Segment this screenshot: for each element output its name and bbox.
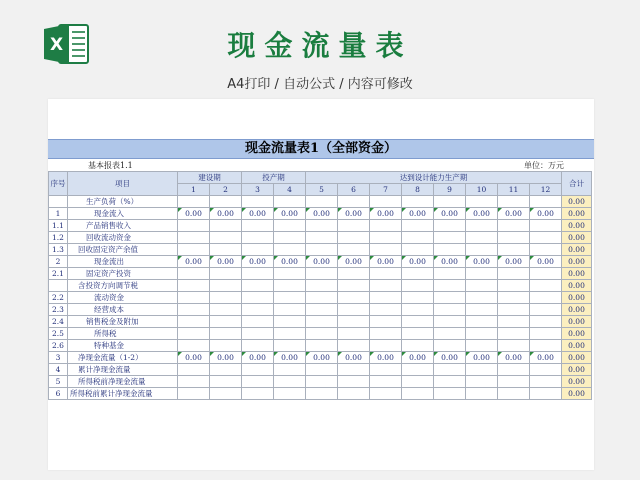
empty-cell[interactable] (306, 280, 338, 292)
empty-cell[interactable] (530, 304, 562, 316)
value-cell[interactable]: 0.00 (402, 208, 434, 220)
value-cell[interactable]: 0.00 (306, 256, 338, 268)
empty-cell[interactable] (306, 328, 338, 340)
col-header-period[interactable]: 1 (178, 184, 210, 196)
value-cell[interactable]: 0.00 (242, 352, 274, 364)
col-header-period[interactable]: 12 (530, 184, 562, 196)
empty-cell[interactable] (466, 196, 498, 208)
empty-cell[interactable] (370, 232, 402, 244)
empty-cell[interactable] (210, 388, 242, 400)
empty-cell[interactable] (530, 376, 562, 388)
table-row (49, 244, 592, 256)
empty-cell[interactable] (178, 244, 210, 256)
empty-cell[interactable] (370, 316, 402, 328)
empty-cell[interactable] (370, 220, 402, 232)
empty-cell[interactable] (434, 328, 466, 340)
empty-cell[interactable] (242, 340, 274, 352)
empty-cell[interactable] (466, 328, 498, 340)
empty-cell[interactable] (242, 280, 274, 292)
total-cell[interactable]: 0.00 (562, 208, 592, 220)
empty-cell[interactable] (498, 244, 530, 256)
empty-cell[interactable] (210, 364, 242, 376)
empty-cell[interactable] (306, 376, 338, 388)
unit-label: 单位：万元 (524, 161, 564, 170)
total-cell[interactable]: 0.00 (562, 220, 592, 232)
empty-cell[interactable] (178, 316, 210, 328)
empty-cell[interactable] (434, 244, 466, 256)
empty-cell[interactable] (306, 232, 338, 244)
empty-cell[interactable] (498, 376, 530, 388)
col-header-period[interactable]: 4 (274, 184, 306, 196)
empty-cell[interactable] (370, 328, 402, 340)
col-header-period[interactable]: 3 (242, 184, 274, 196)
value-cell[interactable]: 0.00 (306, 352, 338, 364)
empty-cell[interactable] (274, 196, 306, 208)
empty-cell[interactable] (274, 304, 306, 316)
svg-text:X: X (49, 35, 64, 55)
value-cell[interactable]: 0.00 (466, 352, 498, 364)
row-seq-cell[interactable]: 2.3 (49, 304, 68, 316)
table-row (49, 256, 592, 268)
row-seq-cell[interactable]: 6 (49, 388, 68, 400)
row-item-cell[interactable]: 经营成本 (68, 304, 178, 316)
empty-cell[interactable] (306, 364, 338, 376)
empty-cell[interactable] (498, 268, 530, 280)
empty-cell[interactable] (178, 328, 210, 340)
empty-cell[interactable] (498, 388, 530, 400)
empty-cell[interactable] (210, 196, 242, 208)
row-item-cell[interactable]: 回收固定资产余值 (68, 244, 178, 256)
empty-cell[interactable] (274, 316, 306, 328)
empty-cell[interactable] (210, 268, 242, 280)
empty-cell[interactable] (178, 196, 210, 208)
col-header-period[interactable]: 5 (306, 184, 338, 196)
col-header-invest-period[interactable]: 投产期 (242, 172, 306, 184)
page-subtitle: A4打印 / 自动公式 / 内容可修改 (227, 77, 413, 92)
empty-cell[interactable] (210, 220, 242, 232)
empty-cell[interactable] (210, 244, 242, 256)
row-seq-cell[interactable]: 5 (49, 376, 68, 388)
value-cell[interactable]: 0.00 (178, 256, 210, 268)
empty-cell[interactable] (274, 232, 306, 244)
table-row (49, 304, 592, 316)
value-cell[interactable]: 0.00 (274, 256, 306, 268)
total-cell[interactable]: 0.00 (562, 196, 592, 208)
empty-cell[interactable] (338, 220, 370, 232)
total-cell[interactable]: 0.00 (562, 244, 592, 256)
total-cell[interactable]: 0.00 (562, 352, 592, 364)
value-cell[interactable]: 0.00 (370, 352, 402, 364)
empty-cell[interactable] (178, 304, 210, 316)
empty-cell[interactable] (242, 304, 274, 316)
value-cell[interactable]: 0.00 (498, 352, 530, 364)
empty-cell[interactable] (178, 280, 210, 292)
empty-cell[interactable] (242, 376, 274, 388)
table-row (49, 316, 592, 328)
row-item-cell[interactable]: 特种基金 (68, 340, 178, 352)
col-header-period[interactable]: 6 (338, 184, 370, 196)
empty-cell[interactable] (370, 244, 402, 256)
value-cell[interactable]: 0.00 (530, 352, 562, 364)
empty-cell[interactable] (466, 292, 498, 304)
total-cell[interactable]: 0.00 (562, 256, 592, 268)
value-cell[interactable]: 0.00 (402, 256, 434, 268)
empty-cell[interactable] (370, 292, 402, 304)
empty-cell[interactable] (306, 244, 338, 256)
empty-cell[interactable] (434, 316, 466, 328)
row-item-cell[interactable]: 含投资方向调节税 (68, 280, 178, 292)
total-cell[interactable]: 0.00 (562, 328, 592, 340)
table-row (49, 292, 592, 304)
total-cell[interactable]: 0.00 (562, 280, 592, 292)
table-row (49, 220, 592, 232)
empty-cell[interactable] (434, 232, 466, 244)
empty-cell[interactable] (466, 244, 498, 256)
empty-cell[interactable] (306, 304, 338, 316)
total-cell[interactable]: 0.00 (562, 304, 592, 316)
empty-cell[interactable] (338, 376, 370, 388)
empty-cell[interactable] (402, 220, 434, 232)
value-cell[interactable]: 0.00 (210, 352, 242, 364)
empty-cell[interactable] (498, 340, 530, 352)
empty-cell[interactable] (210, 376, 242, 388)
value-cell[interactable]: 0.00 (370, 208, 402, 220)
value-cell[interactable]: 0.00 (210, 256, 242, 268)
empty-cell[interactable] (466, 304, 498, 316)
empty-cell[interactable] (498, 292, 530, 304)
row-item-cell[interactable]: 回收流动资金 (68, 232, 178, 244)
col-header-period[interactable]: 9 (434, 184, 466, 196)
value-cell[interactable]: 0.00 (210, 208, 242, 220)
empty-cell[interactable] (274, 388, 306, 400)
empty-cell[interactable] (402, 376, 434, 388)
row-item-cell[interactable]: 现金流入 (68, 208, 178, 220)
col-header-period[interactable]: 7 (370, 184, 402, 196)
table-row (49, 328, 592, 340)
empty-cell[interactable] (530, 340, 562, 352)
empty-cell[interactable] (498, 232, 530, 244)
empty-cell[interactable] (466, 376, 498, 388)
table-row (49, 352, 592, 364)
empty-cell[interactable] (242, 328, 274, 340)
report-code-label: 基本报表1.1 (88, 161, 133, 170)
empty-cell[interactable] (242, 220, 274, 232)
empty-cell[interactable] (274, 364, 306, 376)
empty-cell[interactable] (402, 388, 434, 400)
value-cell[interactable]: 0.00 (274, 352, 306, 364)
row-item-cell[interactable]: 所得税 (68, 328, 178, 340)
col-header-period[interactable]: 8 (402, 184, 434, 196)
total-cell[interactable]: 0.00 (562, 376, 592, 388)
empty-cell[interactable] (530, 220, 562, 232)
empty-cell[interactable] (498, 280, 530, 292)
empty-cell[interactable] (338, 280, 370, 292)
value-cell[interactable]: 0.00 (466, 208, 498, 220)
empty-cell[interactable] (274, 244, 306, 256)
row-seq-cell[interactable]: 4 (49, 364, 68, 376)
empty-cell[interactable] (242, 316, 274, 328)
empty-cell[interactable] (338, 292, 370, 304)
value-cell[interactable]: 0.00 (434, 256, 466, 268)
empty-cell[interactable] (466, 280, 498, 292)
col-header-seq[interactable]: 序号 (49, 172, 68, 196)
row-item-cell[interactable]: 所得税前累计净现金流量 (68, 388, 178, 400)
empty-cell[interactable] (466, 388, 498, 400)
row-item-cell[interactable]: 固定资产投资 (68, 268, 178, 280)
empty-cell[interactable] (338, 244, 370, 256)
value-cell[interactable]: 0.00 (434, 208, 466, 220)
empty-cell[interactable] (402, 196, 434, 208)
col-header-total[interactable]: 合计 (562, 172, 592, 196)
empty-cell[interactable] (338, 388, 370, 400)
value-cell[interactable]: 0.00 (178, 208, 210, 220)
empty-cell[interactable] (530, 364, 562, 376)
total-cell[interactable]: 0.00 (562, 364, 592, 376)
col-header-build-period[interactable]: 建设期 (178, 172, 242, 184)
row-item-cell[interactable]: 所得税前净现金流量 (68, 376, 178, 388)
empty-cell[interactable] (530, 388, 562, 400)
table-row (49, 280, 592, 292)
empty-cell[interactable] (402, 316, 434, 328)
row-seq-cell[interactable]: 2.1 (49, 268, 68, 280)
row-seq-cell[interactable]: 3 (49, 352, 68, 364)
value-cell[interactable]: 0.00 (370, 256, 402, 268)
empty-cell[interactable] (498, 364, 530, 376)
empty-cell[interactable] (402, 292, 434, 304)
empty-cell[interactable] (434, 268, 466, 280)
empty-cell[interactable] (498, 196, 530, 208)
empty-cell[interactable] (178, 388, 210, 400)
empty-cell[interactable] (306, 268, 338, 280)
value-cell[interactable]: 0.00 (402, 352, 434, 364)
row-seq-cell[interactable]: 2.5 (49, 328, 68, 340)
page-title: 现金流量表 (227, 29, 413, 62)
empty-cell[interactable] (434, 292, 466, 304)
empty-cell[interactable] (530, 292, 562, 304)
empty-cell[interactable] (306, 220, 338, 232)
empty-cell[interactable] (530, 328, 562, 340)
table-row (49, 376, 592, 388)
total-cell[interactable]: 0.00 (562, 232, 592, 244)
empty-cell[interactable] (530, 268, 562, 280)
empty-cell[interactable] (242, 196, 274, 208)
empty-cell[interactable] (242, 268, 274, 280)
row-seq-cell[interactable]: 2.2 (49, 292, 68, 304)
value-cell[interactable]: 0.00 (498, 208, 530, 220)
col-header-item[interactable]: 项目 (68, 172, 178, 196)
empty-cell[interactable] (402, 280, 434, 292)
row-item-cell[interactable]: 现金流出 (68, 256, 178, 268)
empty-cell[interactable] (210, 316, 242, 328)
empty-cell[interactable] (498, 316, 530, 328)
empty-cell[interactable] (402, 268, 434, 280)
value-cell[interactable]: 0.00 (338, 256, 370, 268)
empty-cell[interactable] (178, 220, 210, 232)
value-cell[interactable]: 0.00 (466, 256, 498, 268)
value-cell[interactable]: 0.00 (242, 256, 274, 268)
empty-cell[interactable] (306, 340, 338, 352)
empty-cell[interactable] (274, 376, 306, 388)
table-row (49, 388, 592, 400)
empty-cell[interactable] (338, 196, 370, 208)
empty-cell[interactable] (370, 340, 402, 352)
empty-cell[interactable] (242, 292, 274, 304)
empty-cell[interactable] (498, 304, 530, 316)
empty-cell[interactable] (274, 340, 306, 352)
empty-cell[interactable] (466, 364, 498, 376)
value-cell[interactable]: 0.00 (178, 352, 210, 364)
table-row (49, 232, 592, 244)
row-item-cell[interactable]: 生产负荷（%） (68, 196, 178, 208)
empty-cell[interactable] (242, 232, 274, 244)
row-seq-cell[interactable]: 2 (49, 256, 68, 268)
empty-cell[interactable] (434, 280, 466, 292)
value-cell[interactable]: 0.00 (338, 208, 370, 220)
value-cell[interactable]: 0.00 (530, 208, 562, 220)
empty-cell[interactable] (434, 388, 466, 400)
empty-cell[interactable] (274, 220, 306, 232)
row-item-cell[interactable]: 流动资金 (68, 292, 178, 304)
col-header-period[interactable]: 11 (498, 184, 530, 196)
empty-cell[interactable] (466, 316, 498, 328)
empty-cell[interactable] (338, 268, 370, 280)
empty-cell[interactable] (274, 292, 306, 304)
empty-cell[interactable] (402, 364, 434, 376)
empty-cell[interactable] (338, 232, 370, 244)
row-item-cell[interactable]: 净现金流量（1-2） (68, 352, 178, 364)
empty-cell[interactable] (466, 268, 498, 280)
empty-cell[interactable] (370, 388, 402, 400)
empty-cell[interactable] (530, 232, 562, 244)
empty-cell[interactable] (178, 292, 210, 304)
value-cell[interactable]: 0.00 (306, 208, 338, 220)
empty-cell[interactable] (338, 364, 370, 376)
col-header-period[interactable]: 10 (466, 184, 498, 196)
empty-cell[interactable] (338, 304, 370, 316)
empty-cell[interactable] (370, 280, 402, 292)
value-cell[interactable]: 0.00 (434, 352, 466, 364)
empty-cell[interactable] (498, 328, 530, 340)
row-item-cell[interactable]: 累计净现金流量 (68, 364, 178, 376)
empty-cell[interactable] (370, 304, 402, 316)
table-row (49, 208, 592, 220)
empty-cell[interactable] (242, 388, 274, 400)
empty-cell[interactable] (338, 316, 370, 328)
col-header-production-period[interactable]: 达到设计能力生产期 (306, 172, 562, 184)
empty-cell[interactable] (306, 388, 338, 400)
row-seq-cell[interactable]: 1 (49, 208, 68, 220)
empty-cell[interactable] (434, 196, 466, 208)
value-cell[interactable]: 0.00 (242, 208, 274, 220)
total-cell[interactable]: 0.00 (562, 268, 592, 280)
empty-cell[interactable] (370, 268, 402, 280)
empty-cell[interactable] (338, 340, 370, 352)
empty-cell[interactable] (402, 232, 434, 244)
empty-cell[interactable] (306, 292, 338, 304)
empty-cell[interactable] (242, 364, 274, 376)
empty-cell[interactable] (402, 328, 434, 340)
empty-cell[interactable] (530, 244, 562, 256)
value-cell[interactable]: 0.00 (338, 352, 370, 364)
row-seq-cell[interactable] (49, 196, 68, 208)
empty-cell[interactable] (530, 280, 562, 292)
empty-cell[interactable] (178, 364, 210, 376)
total-cell[interactable]: 0.00 (562, 388, 592, 400)
empty-cell[interactable] (274, 280, 306, 292)
empty-cell[interactable] (466, 340, 498, 352)
row-seq-cell[interactable]: 1.1 (49, 220, 68, 232)
empty-cell[interactable] (370, 376, 402, 388)
table-row (49, 196, 592, 208)
row-seq-cell[interactable]: 1.3 (49, 244, 68, 256)
row-seq-cell[interactable]: 1.2 (49, 232, 68, 244)
empty-cell[interactable] (370, 196, 402, 208)
empty-cell[interactable] (402, 304, 434, 316)
table-row (49, 340, 592, 352)
sheet-title-banner: 现金流量表1（全部资金） (48, 139, 594, 159)
empty-cell[interactable] (530, 196, 562, 208)
empty-cell[interactable] (402, 244, 434, 256)
empty-cell[interactable] (306, 196, 338, 208)
col-header-period[interactable]: 2 (210, 184, 242, 196)
empty-cell[interactable] (402, 340, 434, 352)
empty-cell[interactable] (434, 376, 466, 388)
row-item-cell[interactable]: 销售税金及附加 (68, 316, 178, 328)
empty-cell[interactable] (210, 328, 242, 340)
row-seq-cell[interactable] (49, 280, 68, 292)
row-seq-cell[interactable]: 2.4 (49, 316, 68, 328)
empty-cell[interactable] (274, 328, 306, 340)
value-cell[interactable]: 0.00 (530, 256, 562, 268)
empty-cell[interactable] (178, 232, 210, 244)
empty-cell[interactable] (178, 376, 210, 388)
empty-cell[interactable] (370, 364, 402, 376)
row-item-cell[interactable]: 产品销售收入 (68, 220, 178, 232)
empty-cell[interactable] (274, 268, 306, 280)
total-cell[interactable]: 0.00 (562, 316, 592, 328)
value-cell[interactable]: 0.00 (498, 256, 530, 268)
empty-cell[interactable] (210, 232, 242, 244)
empty-cell[interactable] (306, 316, 338, 328)
empty-cell[interactable] (210, 280, 242, 292)
empty-cell[interactable] (210, 292, 242, 304)
table-row (49, 364, 592, 376)
empty-cell[interactable] (210, 340, 242, 352)
cash-flow-table (48, 171, 592, 400)
empty-cell[interactable] (242, 244, 274, 256)
spreadsheet-preview (48, 99, 594, 470)
total-cell[interactable]: 0.00 (562, 292, 592, 304)
sheet-empty-area (48, 415, 594, 470)
empty-cell[interactable] (498, 220, 530, 232)
table-row (49, 268, 592, 280)
empty-cell[interactable] (434, 364, 466, 376)
row-seq-cell[interactable]: 2.6 (49, 340, 68, 352)
empty-cell[interactable] (338, 328, 370, 340)
empty-cell[interactable] (210, 304, 242, 316)
total-cell[interactable]: 0.00 (562, 340, 592, 352)
empty-cell[interactable] (466, 220, 498, 232)
value-cell[interactable]: 0.00 (274, 208, 306, 220)
empty-cell[interactable] (466, 232, 498, 244)
empty-cell[interactable] (434, 220, 466, 232)
empty-cell[interactable] (530, 316, 562, 328)
empty-cell[interactable] (178, 268, 210, 280)
empty-cell[interactable] (178, 340, 210, 352)
empty-cell[interactable] (434, 340, 466, 352)
empty-cell[interactable] (434, 304, 466, 316)
